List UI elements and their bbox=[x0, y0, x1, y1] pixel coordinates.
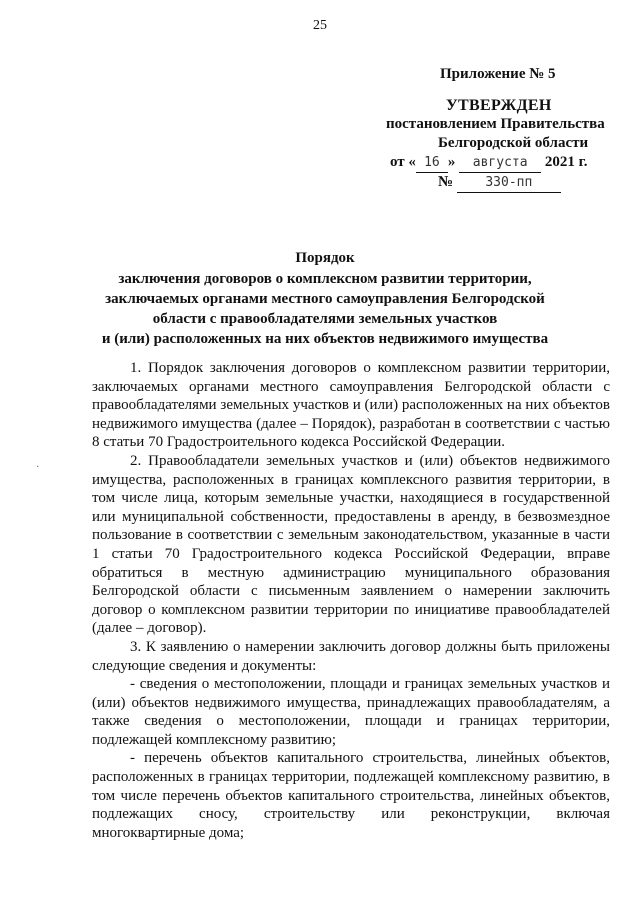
date-prefix: от « bbox=[390, 154, 416, 170]
paragraph-2: 2. Правообладатели земельных участков и (или) объектов недвижимого имущества, расположенных в границах комплексного развития территории, в том числе лица, которым земельные участки, находящиеся в государственной или муниципальной собственности, предоставлены в аренду, в безвозмездное пользование в соответствии с земельным законодательством, указанные в части 1 статьи 70 Градостроительного кодекса Российской Федерации, вправе обратиться в местную администрацию муниципального образования Белгородской области с письменным заявлением о намерении заключить договор о комплексном развитии территории по инициативе правообладателей (далее – договор). bbox=[92, 452, 610, 637]
paragraph-3: 3. К заявлению о намерении заключить договор должны быть приложены следующие сведения и документы: bbox=[92, 638, 610, 674]
title-line: и (или) расположенных на них объектов недвижимого имущества bbox=[101, 331, 549, 347]
title-line: области с правообладателями земельных участков bbox=[152, 311, 498, 327]
paragraph-item-2: - перечень объектов капитального строительства, линейных объектов, расположенных в границах территории, подлежащей комплексному развитию, в том числе перечень объектов капитального строительства, линейных объектов, подлежащих сносу, строительству или реконструкции, включая многоквартирные дома; bbox=[92, 750, 610, 841]
approval-line-2: Белгородской области bbox=[438, 135, 589, 151]
appendix-label: Приложение № 5 bbox=[440, 66, 556, 82]
title-line: заключаемых органами местного самоуправления Белгородской bbox=[105, 291, 545, 307]
approval-block bbox=[380, 96, 620, 193]
scan-speck: · bbox=[36, 462, 40, 473]
title-line: заключения договоров о комплексном развитии территории, bbox=[118, 271, 532, 287]
date-month: августа bbox=[459, 153, 541, 173]
paragraph-item-1: - сведения о местоположении, площади и границах земельных участков и (или) объектов недвижимого имущества, принадлежащих правообладателям, а также сведения о местоположении, площади и границах территории, подлежащей комплексному развитию; bbox=[92, 676, 610, 748]
number-prefix: № bbox=[438, 174, 454, 190]
decree-number: 330-пп bbox=[457, 173, 561, 193]
date-year: 2021 г. bbox=[544, 154, 588, 170]
document-body bbox=[92, 359, 610, 842]
date-day: 16 bbox=[416, 153, 448, 173]
approved-heading: УТВЕРЖДЕН bbox=[446, 97, 552, 114]
date-mid: » bbox=[447, 154, 456, 170]
approval-line-1: постановлением Правительства bbox=[386, 116, 605, 132]
title-main: Порядок bbox=[295, 250, 355, 266]
paragraph-1: 1. Порядок заключения договоров о комплексном развитии территории, заключаемых органами местного самоуправления Белгородской области с правообладателями земельных участков и (или) расположенных на них объектов недвижимого имущества (далее – Порядок), разработан в соответствии с частью 8 статьи 70 Градостроительного кодекса Российской Федерации. bbox=[92, 360, 610, 451]
approval-date bbox=[380, 153, 620, 173]
page-number: 25 bbox=[313, 18, 327, 33]
document-title bbox=[70, 248, 580, 349]
approval-number bbox=[380, 173, 620, 193]
